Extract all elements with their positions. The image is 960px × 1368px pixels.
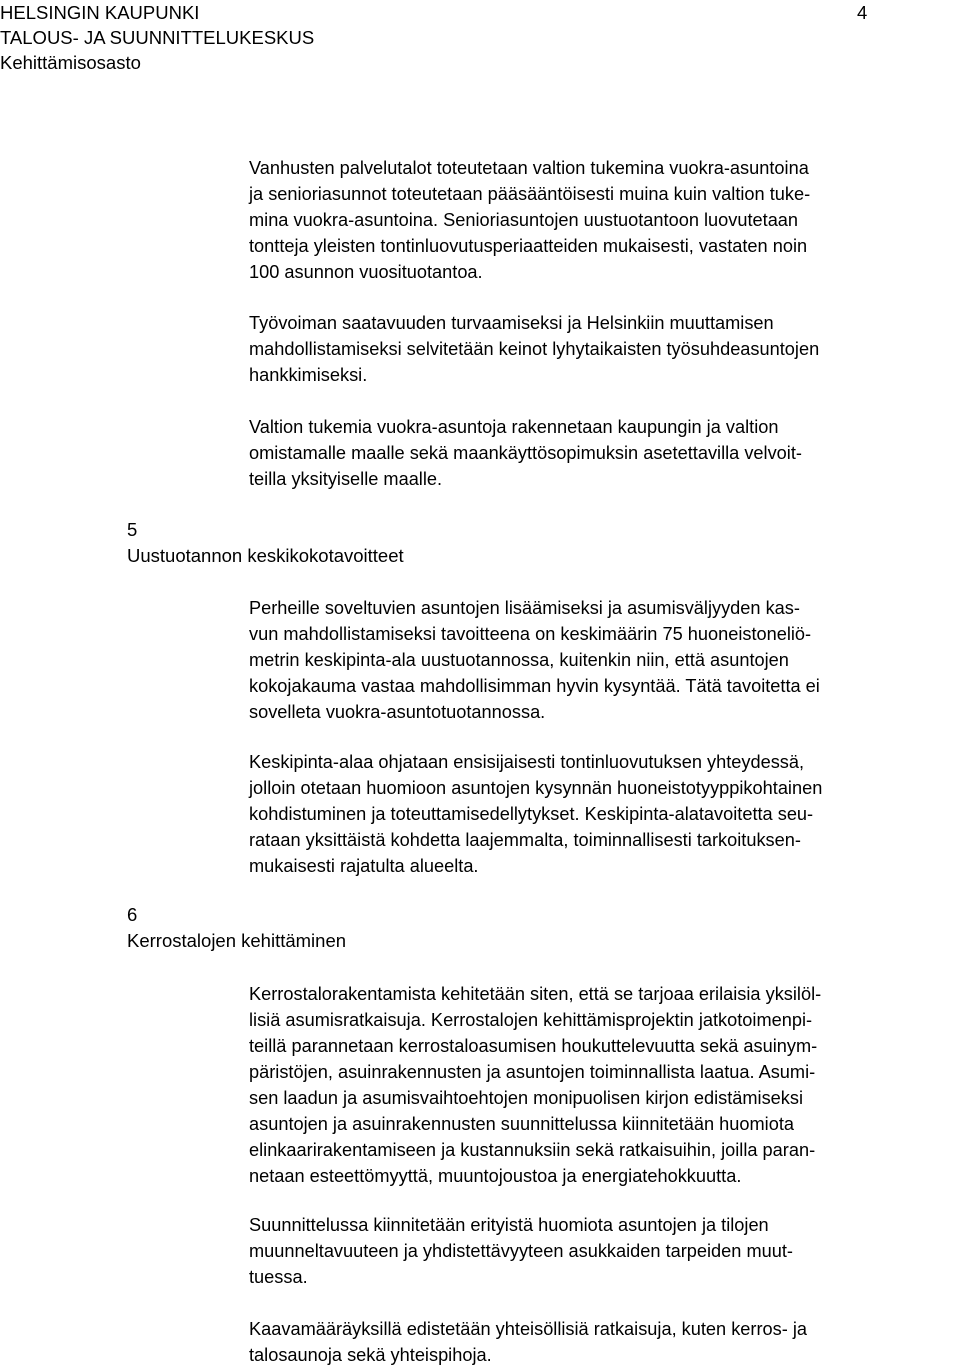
paragraph-line: tontteja yleisten tontinluovutusperiaatteiden mukaisesti, vastaten noin <box>249 236 808 256</box>
paragraph-line: asuntojen ja asuinrakennusten suunnittelussa kiinnitetään huomiota <box>249 1114 794 1134</box>
paragraph-line: Keskipinta-alaa ohjataan ensisijaisesti tontinluovutuksen yhteydessä, <box>249 752 805 772</box>
paragraph-line: sovelleta vuokra-asuntotuotannossa. <box>249 702 546 722</box>
paragraph-line: kohdistuminen ja toteuttamisedellytykset. Keskipinta-alatavoitetta seu- <box>249 804 814 824</box>
department-name: TALOUS- JA SUUNNITTELUKESKUS <box>0 27 315 48</box>
paragraph-line: kokojakauma vastaa mahdollisimman hyvin kysyntää. Tätä tavoitetta ei <box>249 676 820 696</box>
paragraph-line: talosaunoja sekä yhteispihoja. <box>249 1345 492 1365</box>
paragraph-line: lisiä asumisratkaisuja. Kerrostalojen kehittämisprojektin jatkotoimenpi- <box>249 1010 813 1030</box>
paragraph-line: Työvoiman saatavuuden turvaamiseksi ja Helsinkiin muuttamisen <box>249 313 774 333</box>
paragraph-communal-solutions <box>249 1316 807 1368</box>
paragraph-line: teilla yksityiselle maalle. <box>249 469 443 489</box>
paragraph-line: 100 asunnon vuosituotantoa. <box>249 262 483 282</box>
paragraph-line: Vanhusten palvelutalot toteutetaan valtion tukemina vuokra-asuntoina <box>249 158 809 178</box>
paragraph-line: sen laadun ja asumisvaihtoehtojen monipuolisen kirjon edistämiseksi <box>249 1088 804 1108</box>
paragraph-line: ja senioriasunnot toteutetaan pääsääntöisesti muina kuin valtion tuke- <box>249 184 811 204</box>
paragraph-line: Valtion tukemia vuokra-asuntoja rakennetaan kaupungin ja valtion <box>249 417 779 437</box>
paragraph-line: Kerrostalorakentamista kehitetään siten, että se tarjoaa erilaisia yksilöl- <box>249 984 822 1004</box>
paragraph-line: Suunnittelussa kiinnitetään erityistä huomiota asuntojen ja tilojen <box>249 1215 769 1235</box>
paragraph-line: jolloin otetaan huomioon asuntojen kysynnän huoneistotyyppikohtainen <box>249 778 823 798</box>
paragraph-apartment-building-development <box>249 981 821 1189</box>
paragraph-rental-housing <box>249 414 802 492</box>
paragraph-line: mahdollistamiseksi selvitetään keinot lyhytaikaisten työsuhdeasuntojen <box>249 339 820 359</box>
paragraph-line: mina vuokra-asuntoina. Senioriasuntojen uustuotantoon luovutetaan <box>249 210 799 230</box>
paragraph-line: päristöjen, asuinrakennusten ja asuntojen toiminnallista laatua. Asumi- <box>249 1062 816 1082</box>
organization-name: HELSINGIN KAUPUNKI <box>0 2 200 23</box>
paragraph-employee-housing <box>249 310 819 388</box>
page-number: 4 <box>857 2 868 23</box>
paragraph-line: netaan esteettömyyttä, muuntojoustoa ja energiatehokkuutta. <box>249 1166 742 1186</box>
paragraph-line: elinkaarirakentamiseen ja kustannuksiin sekä ratkaisuihin, joilla paran- <box>249 1140 816 1160</box>
section-heading-5 <box>127 517 404 569</box>
document-header <box>0 0 960 75</box>
paragraph-line: hankkimiseksi. <box>249 365 368 385</box>
paragraph-line: rataan yksittäistä kohdetta laajemmalta, toiminnallisesti tarkoituksen- <box>249 830 801 850</box>
paragraph-senior-housing <box>249 155 810 285</box>
paragraph-line: teillä parannetaan kerrostaloasumisen houkuttelevuutta sekä asuinym- <box>249 1036 818 1056</box>
paragraph-line: Perheille soveltuvien asuntojen lisäämiseksi ja asumisväljyyden kas- <box>249 598 800 618</box>
section-title: Uustuotannon keskikokotavoitteet <box>127 545 404 566</box>
unit-name: Kehittämisosasto <box>0 52 141 73</box>
paragraph-line: mukaisesti rajatulta alueelta. <box>249 856 479 876</box>
section-title: Kerrostalojen kehittäminen <box>127 930 347 951</box>
paragraph-average-size-steering <box>249 749 822 879</box>
paragraph-average-size-target <box>249 595 820 725</box>
paragraph-line: metrin keskipinta-ala uustuotannossa, kuitenkin niin, että asuntojen <box>249 650 789 670</box>
paragraph-line: Kaavamääräyksillä edistetään yhteisöllisiä ratkaisuja, kuten kerros- ja <box>249 1319 808 1339</box>
section-number: 6 <box>127 904 138 925</box>
paragraph-line: tuessa. <box>249 1267 308 1287</box>
section-heading-6 <box>127 902 346 954</box>
section-number: 5 <box>127 519 138 540</box>
paragraph-adaptability <box>249 1212 793 1290</box>
paragraph-line: vun mahdollistamiseksi tavoitteena on keskimäärin 75 huoneistoneliö- <box>249 624 812 644</box>
paragraph-line: muunneltavuuteen ja yhdistettävyyteen asukkaiden tarpeiden muut- <box>249 1241 793 1261</box>
paragraph-line: omistamalle maalle sekä maankäyttösopimuksin asetettavilla velvoit- <box>249 443 802 463</box>
